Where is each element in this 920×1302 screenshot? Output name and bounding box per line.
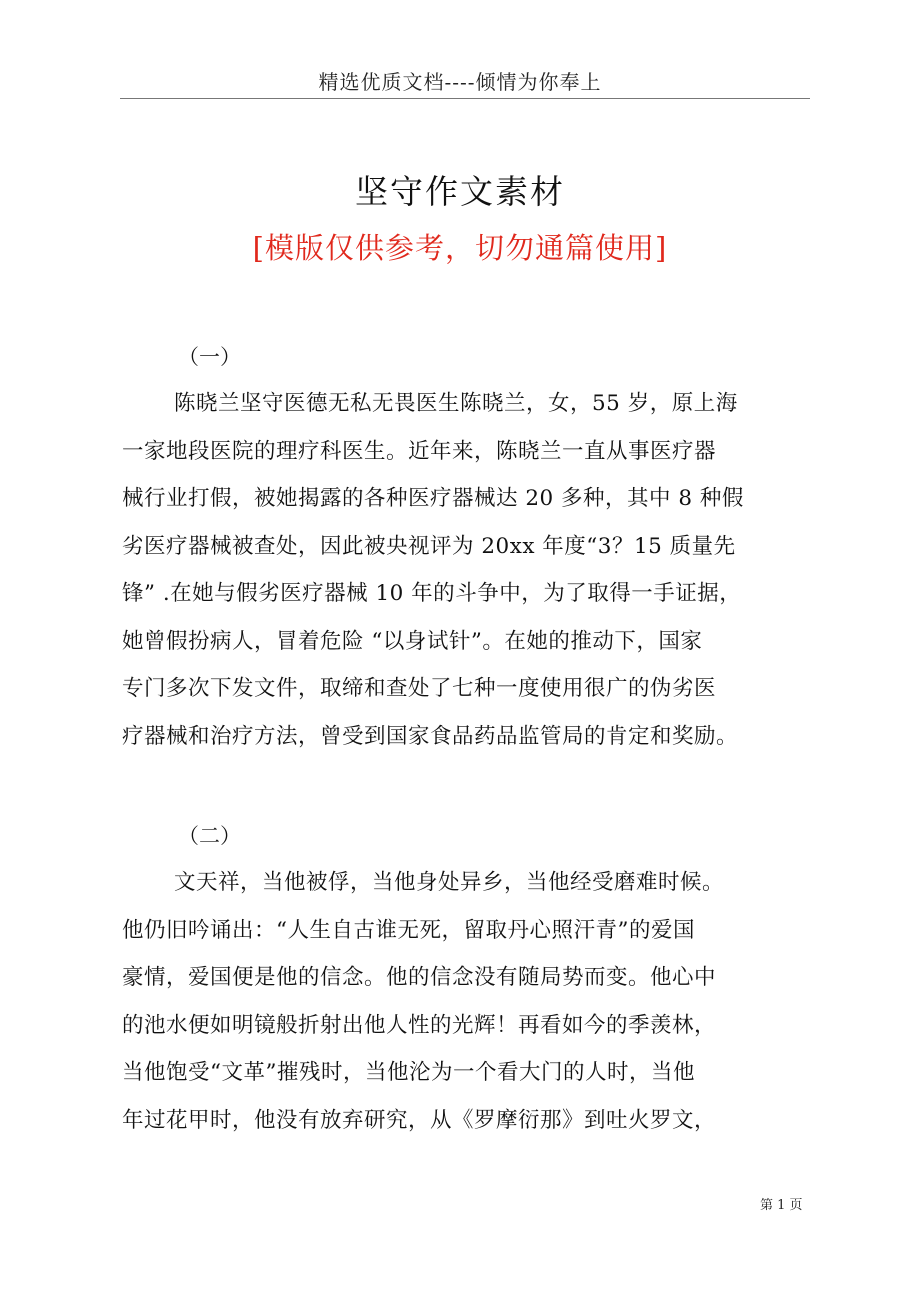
paragraph-line: 的池水便如明镜般折射出他人性的光辉！再看如今的季羡林， [122, 1012, 717, 1038]
page-header: 精选优质文档----倾情为你奉上 [318, 70, 602, 94]
paragraph-line: 械行业打假，被她揭露的各种医疗器械达 20 多种，其中 8 种假 [122, 486, 744, 511]
page-number: 第 1 页 [760, 1198, 803, 1213]
paragraph-line: 豪情，爱国便是他的信念。他的信念没有随局势而变。他心中 [122, 965, 717, 990]
header-divider [120, 98, 810, 99]
paragraph-line: 他仍旧吟诵出：“人生自古谁无死，留取丹心照汗青”的爱国 [122, 917, 695, 943]
section-label: （一） [178, 345, 241, 369]
paragraph-line: 专门多次下发文件，取缔和查处了七种一度使用很广的伪劣医 [122, 676, 717, 701]
paragraph-line: 劣医疗器械被查处，因此被央视评为 20xx 年度“3？15 质量先 [122, 533, 736, 559]
section-2 [122, 813, 822, 1144]
document-body [122, 334, 822, 1144]
section-gap [122, 760, 822, 813]
section-1 [122, 334, 822, 760]
paragraph-line: 陈晓兰坚守医德无私无畏医生陈晓兰，女，55 岁，原上海 [174, 391, 738, 416]
paragraph-line: 当他饱受“文革”摧残时，当他沦为一个看大门的人时，当他 [122, 1060, 695, 1085]
paragraph-line: 文天祥，当他被俘，当他身处异乡，当他经受磨难时候。 [174, 870, 725, 895]
paragraph-line: 年过花甲时，他没有放弃研究，从《罗摩衍那》到吐火罗文， [122, 1107, 717, 1133]
paragraph-line: 她曾假扮病人，冒着危险 “以身试针”。在她的推动下，国家 [122, 628, 703, 654]
paragraph-line: 一家地段医院的理疗科医生。近年来，陈晓兰一直从事医疗器 [122, 438, 717, 464]
document-title: 坚守作文素材 [355, 172, 565, 211]
section-label: （二） [178, 824, 241, 848]
paragraph-line: 锋” .在她与假劣医疗器械 10 年的斗争中，为了取得一手证据， [122, 581, 742, 606]
template-notice: [模版仅供参考，切勿通篇使用] [252, 231, 668, 265]
paragraph-line: 疗器械和治疗方法，曾受到国家食品药品监管局的肯定和奖励。 [122, 723, 739, 749]
